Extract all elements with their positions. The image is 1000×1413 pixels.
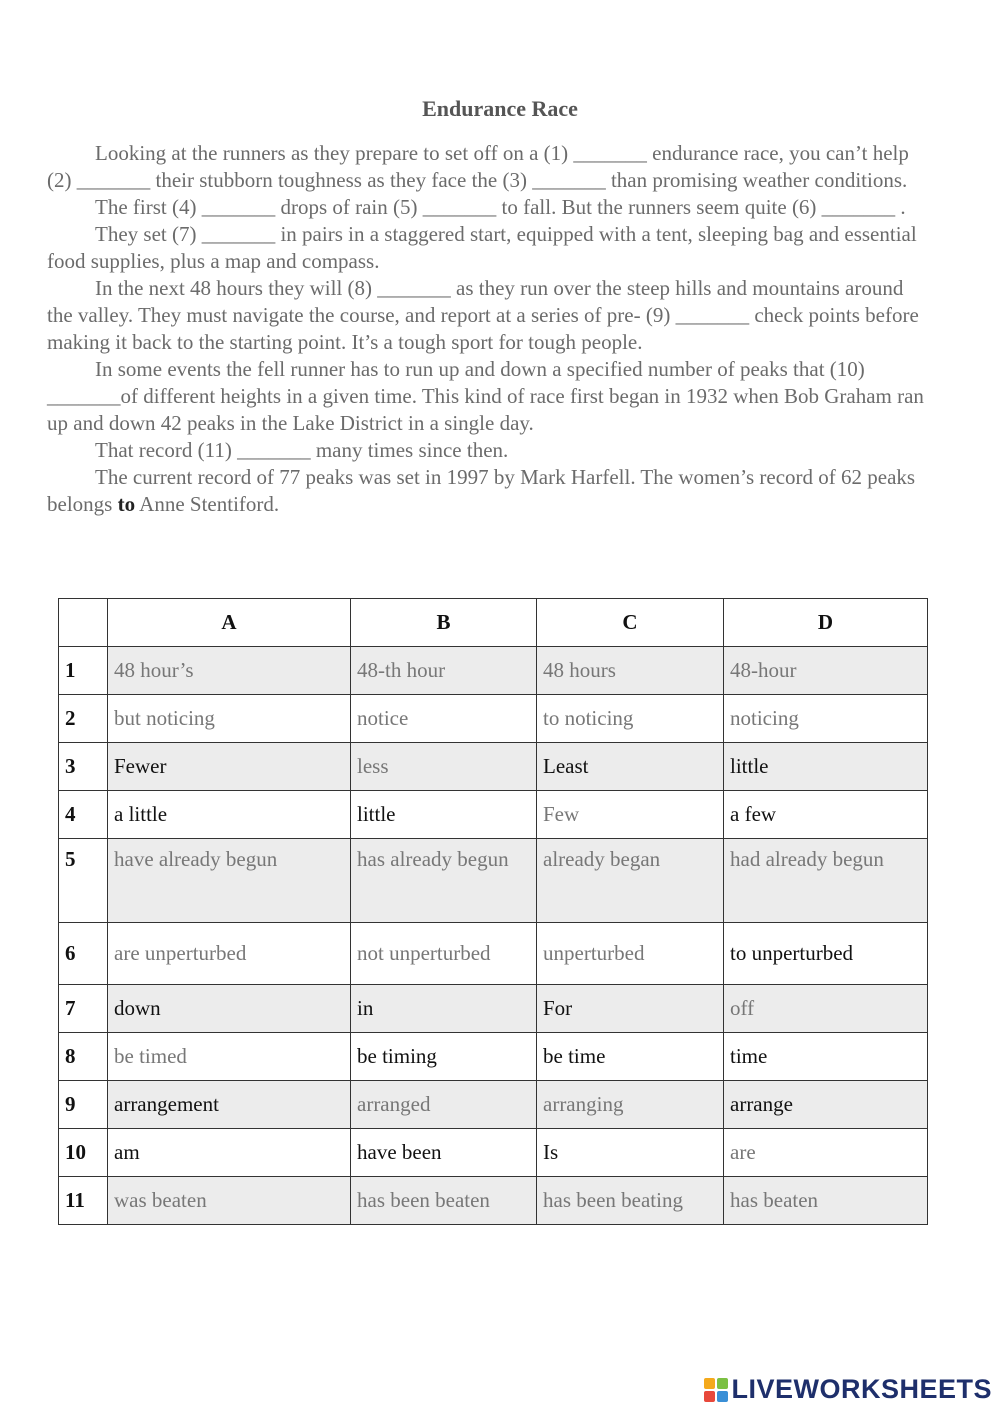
row-number: 3 — [59, 743, 108, 791]
table-row — [59, 923, 928, 985]
option-d[interactable]: had already begun — [724, 839, 928, 923]
option-d[interactable]: a few — [724, 791, 928, 839]
option-c[interactable]: be time — [537, 1033, 724, 1081]
logo-block — [717, 1391, 728, 1402]
option-c[interactable]: 48 hours — [537, 647, 724, 695]
option-b[interactable]: little — [351, 791, 537, 839]
row-number: 1 — [59, 647, 108, 695]
table-row — [59, 695, 928, 743]
page-title: Endurance Race — [422, 96, 578, 121]
option-a[interactable]: but noticing — [108, 695, 351, 743]
table-row — [59, 791, 928, 839]
option-a[interactable]: Fewer — [108, 743, 351, 791]
header-row — [59, 599, 928, 647]
option-a[interactable]: am — [108, 1129, 351, 1177]
row-number: 4 — [59, 791, 108, 839]
option-a[interactable]: be timed — [108, 1033, 351, 1081]
logo-block — [704, 1391, 715, 1402]
header-cell: B — [351, 599, 537, 647]
header-cell: D — [724, 599, 928, 647]
option-c[interactable]: Is — [537, 1129, 724, 1177]
row-number: 6 — [59, 923, 108, 985]
option-a[interactable]: have already begun — [108, 839, 351, 923]
option-b[interactable]: notice — [351, 695, 537, 743]
paragraph: Looking at the runners as they prepare to set off on a (1) _______ endurance race, you can’t help (2) _______ their stubborn toughness as they face the (3) _______ than promising weather conditions. — [47, 141, 909, 192]
option-d[interactable]: arrange — [724, 1081, 928, 1129]
option-b[interactable]: arranged — [351, 1081, 537, 1129]
table-row — [59, 1081, 928, 1129]
option-d[interactable]: 48-hour — [724, 647, 928, 695]
row-number: 2 — [59, 695, 108, 743]
table-row — [59, 1129, 928, 1177]
liveworksheets-logo — [704, 1374, 992, 1405]
option-d[interactable]: to unperturbed — [724, 923, 928, 985]
paragraph: In the next 48 hours they will (8) _______ as they run over the steep hills and mountains around the valley. They must navigate the course, and report at a series of pre- (9) _______ check points before making it back to the starting point. It’s a tough sport for tough people. — [47, 276, 919, 354]
table-row — [59, 1033, 928, 1081]
paragraph-bold-word: to — [117, 492, 136, 516]
option-b[interactable]: 48-th hour — [351, 647, 537, 695]
option-c[interactable]: Least — [537, 743, 724, 791]
paragraph-text: The current record of 77 peaks was set in 1997 by Mark Harfell. The women’s record of 62 peaks belongs — [47, 465, 916, 516]
option-a[interactable]: 48 hour’s — [108, 647, 351, 695]
option-b[interactable]: have been — [351, 1129, 537, 1177]
option-a[interactable]: was beaten — [108, 1177, 351, 1225]
option-d[interactable]: are — [724, 1129, 928, 1177]
option-c[interactable]: already began — [537, 839, 724, 923]
option-b[interactable]: less — [351, 743, 537, 791]
option-c[interactable]: arranging — [537, 1081, 724, 1129]
option-a[interactable]: down — [108, 985, 351, 1033]
row-number: 5 — [59, 839, 108, 923]
paragraph: That record (11) _______ many times since then. — [95, 438, 509, 462]
row-number: 8 — [59, 1033, 108, 1081]
option-b[interactable]: not unperturbed — [351, 923, 537, 985]
option-a[interactable]: arrangement — [108, 1081, 351, 1129]
passage — [47, 140, 932, 518]
option-b[interactable]: be timing — [351, 1033, 537, 1081]
row-number: 9 — [59, 1081, 108, 1129]
table-row — [59, 743, 928, 791]
table-row — [59, 839, 928, 923]
option-d[interactable]: little — [724, 743, 928, 791]
option-d[interactable]: time — [724, 1033, 928, 1081]
row-number: 7 — [59, 985, 108, 1033]
paragraph-text: Anne Stentiford. — [135, 492, 280, 516]
header-cell: C — [537, 599, 724, 647]
option-b[interactable]: has been beaten — [351, 1177, 537, 1225]
table-row — [59, 985, 928, 1033]
logo-blocks-icon — [704, 1378, 728, 1402]
options-table — [58, 598, 928, 1225]
option-a[interactable]: a little — [108, 791, 351, 839]
option-c[interactable]: has been beating — [537, 1177, 724, 1225]
option-d[interactable]: noticing — [724, 695, 928, 743]
row-number: 10 — [59, 1129, 108, 1177]
option-d[interactable]: has beaten — [724, 1177, 928, 1225]
option-b[interactable]: has already begun — [351, 839, 537, 923]
paragraph: They set (7) _______ in pairs in a staggered start, equipped with a tent, sleeping bag and essential food supplies, plus a map and compass. — [47, 222, 917, 273]
option-c[interactable]: unperturbed — [537, 923, 724, 985]
paragraph: In some events the fell runner has to run up and down a specified number of peaks that (10) _______of different heights in a given time. This kind of race first began in 1932 when Bob Graham ran up and down 42 peaks in the Lake District in a single day. — [47, 357, 924, 435]
logo-block — [704, 1378, 715, 1389]
option-c[interactable]: For — [537, 985, 724, 1033]
table-row — [59, 1177, 928, 1225]
table-row — [59, 647, 928, 695]
option-b[interactable]: in — [351, 985, 537, 1033]
logo-block — [717, 1378, 728, 1389]
paragraph — [47, 464, 932, 518]
option-c[interactable]: Few — [537, 791, 724, 839]
logo-text: LIVEWORKSHEETS — [731, 1374, 992, 1404]
row-number: 11 — [59, 1177, 108, 1225]
option-c[interactable]: to noticing — [537, 695, 724, 743]
header-cell: A — [108, 599, 351, 647]
option-a[interactable]: are unperturbed — [108, 923, 351, 985]
option-d[interactable]: off — [724, 985, 928, 1033]
paragraph: The first (4) _______ drops of rain (5) _______ to fall. But the runners seem quite (6) _______ . — [95, 195, 906, 219]
header-cell — [59, 599, 108, 647]
